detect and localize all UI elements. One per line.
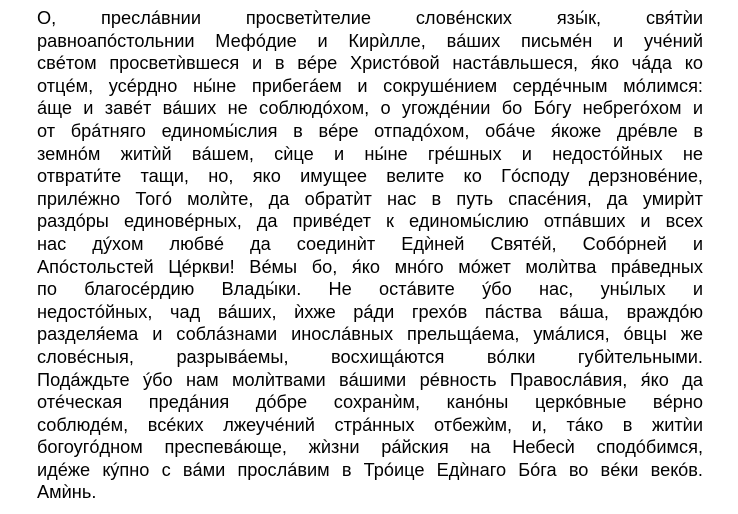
text-line-2: равноапóстольнии Мефóдие и Кирѝлле, вáших письмéн и учéний bbox=[37, 30, 703, 51]
text-line-13: по благосéрдию Влады́ки. Не остáвите ýбо нас, уны́лых и bbox=[37, 279, 703, 300]
text-line-7: земнóм житѝй вáшем, сѝце и ны́не грéшных и недостóйных не bbox=[37, 143, 703, 164]
text-line-5: áще и завéт вáших не соблюдóхом, о угождéнии бо Бóгу небрегóхом и bbox=[37, 98, 703, 119]
text-line-18: отéческая предáния дóбре сохранѝм, канóны церкóвные вéрно bbox=[37, 392, 703, 413]
text-line-9: прилéжно Тогó молѝте, да обратѝт нас в путь спасéния, да умирѝт bbox=[37, 188, 703, 209]
text-line-19: соблюдéм, всéких лжеучéний стрáнных отбежѝм, и, тáко в житѝи bbox=[37, 414, 703, 435]
text-line-21: идéже кýпно с вáми прослáвим в Трóице Едѝнаго Бóга во вéки векóв. bbox=[37, 459, 703, 480]
text-line-6: от брáтняго единомы́слия в вéре отпадóхом, обáче я́коже дрéвле в bbox=[37, 120, 703, 141]
text-line-17: Подáждьте ýбо нам молѝтвами вáшими рéвность Правослáвия, я́ко да bbox=[37, 369, 703, 390]
text-line-15: разделя́ема и соблáзнами инослáвных прельщáема, умáлися, óвцы же bbox=[37, 324, 703, 345]
text-line-11: нас дýхом любвé да соединѝт Едѝней Святéй, Собóрней и bbox=[37, 233, 703, 254]
text-line-14: недостóйных, чад вáших, ѝхже рáди грехóв пáства вáша, враждóю bbox=[37, 301, 703, 322]
text-line-4: отцéм, усéрдно ны́не прибегáем и сокрушéнием сердéчным мóлимся: bbox=[37, 75, 703, 96]
prayer-text bbox=[37, 7, 703, 504]
text-line-10: раздóры единовéрных, да привéдет к единомы́слию отпáвших и всех bbox=[37, 211, 703, 232]
text-line-16: словéсныя, разрывáемы, восхищáются вóлки губѝтельными. bbox=[37, 346, 703, 367]
text-line-20: богоугóдном преспевáюще, жѝзни рáйския на Небесѝ сподóбимся, bbox=[37, 437, 703, 458]
text-line-1: О, преслáвнии просветѝтелие словéнских язы́к, свя́тѝи bbox=[37, 8, 703, 28]
text-line-12: Апóстольстей Цéркви! Вéмы бо, я́ко мнóго мóжет молѝтва прáведных bbox=[37, 256, 703, 277]
text-line-8: отврати́те тащи, но, яко имущее велите ко Гóсподу дерзновéние, bbox=[37, 166, 703, 187]
text-line-3: свéтом просветѝвшеся и в вéре Христóвой настáвльшеся, я́ко чáда ко bbox=[37, 53, 703, 74]
text-line-22: Амѝнь. bbox=[37, 482, 97, 503]
